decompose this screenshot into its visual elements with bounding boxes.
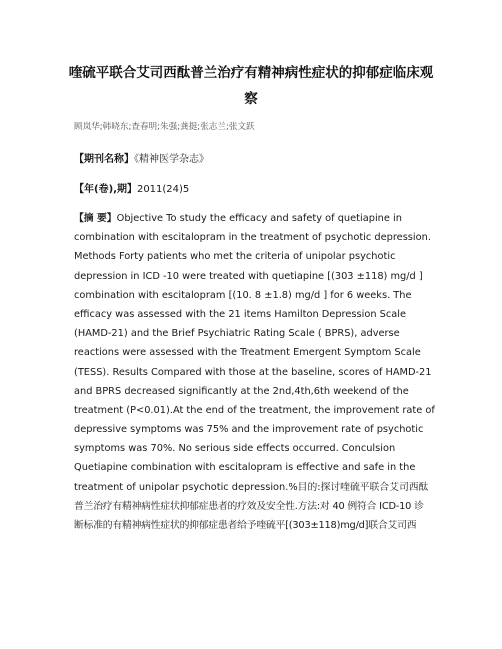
abstract-line: symptoms was 70%. No serious side effects occurred. Conculsion [74, 443, 396, 455]
abstract-line: treatment (P<0.01).At the end of the treatment, the improvement rate of [74, 404, 435, 416]
abstract-line: treatment of unipolar psychotic depression.%目的:探讨喹硫平联合艾司西酞 [74, 481, 429, 493]
abstract-line [74, 209, 440, 228]
journal-value: 《精神医学杂志》 [134, 154, 209, 165]
abstract-line: and BPRS decreased significantly at the 2nd,4th,6th weekend of the [74, 385, 409, 397]
title-line-2: 察 [244, 91, 258, 107]
abstract-line: efficacy was assessed with the 21 items Hamilton Depression Scale [74, 308, 407, 320]
abstract-line: (HAMD-21) and the Brief Psychiatric Rating Scale ( BPRS), adverse [74, 328, 400, 340]
abstract-block [74, 209, 440, 535]
abstract-line: combination with escitalopram [(10. 8 ±1.8) mg/d ] for 6 weeks. The [74, 289, 412, 301]
document-title [58, 60, 444, 112]
abstract-line: depression in ICD -10 were treated with quetiapine [(303 ±118) mg/d ] [74, 270, 423, 282]
abstract-line: Methods Forty patients who met the criteria of unipolar psychotic [74, 251, 396, 263]
abstract-line: combination with escitalopram in the treatment of psychotic depression. [74, 232, 431, 244]
abstract-first-line: Objective To study the efficacy and safety of quetiapine in [116, 213, 402, 224]
abstract-line: 普兰治疗有精神病性症状抑郁症患者的疗效及安全性.方法:对 40 例符合 ICD-10 诊 [74, 500, 424, 512]
authors-line: 顾岚华;韩晓东;查春明;朱强;龚挺;张志兰;张文跃 [74, 122, 255, 132]
journal-label: 【期刊名称】 [74, 154, 134, 165]
abstract-label: 【摘 要】 [74, 213, 117, 224]
title-line-1: 喹硫平联合艾司西酞普兰治疗有精神病性症状的抑郁症临床观 [68, 65, 434, 81]
abstract-line: (TESS). Results Compared with those at the baseline, scores of HAMD-21 [74, 366, 432, 378]
abstract-line: depressive symptoms was 75% and the improvement rate of psychotic [74, 424, 424, 436]
year-issue-label: 【年(卷),期】 [74, 184, 137, 195]
year-issue-value: 2011(24)5 [136, 184, 190, 195]
abstract-line: 断标准的有精神病性症状的抑郁症患者给予喹硫平[(303±118)mg/d]联合艾司西 [74, 520, 417, 531]
abstract-line: Quetiapine combination with escitalopram is effective and safe in the [74, 462, 416, 474]
journal-row [74, 150, 209, 165]
abstract-line: reactions were assessed with the Treatment Emergent Symptom Scale [74, 347, 421, 359]
year-issue-row [74, 180, 189, 195]
